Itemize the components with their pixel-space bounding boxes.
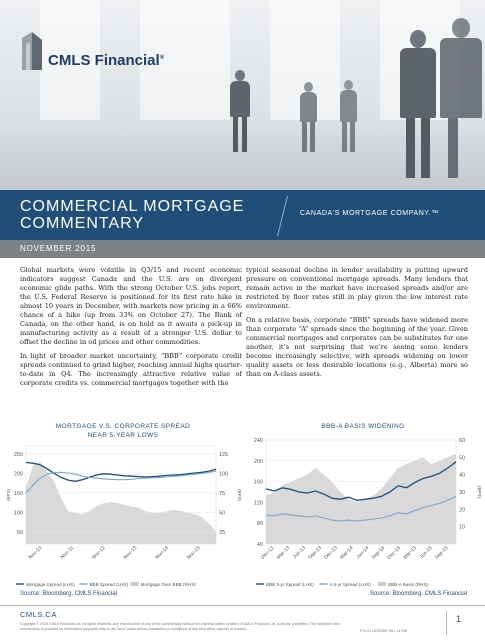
title-line-2: COMMENTARY bbox=[20, 215, 145, 232]
y-tick-left: 150 bbox=[13, 491, 23, 498]
legal-notice: Copyright © 2015 CMLS Financial Ltd. All rights reserved. Any reproduction of any of the commentary without the express written consent of CMLS Financial Ltd. is strictly prohibited. The material in this commentary is provided for information purposes only on an "as is" basis without warranties or conditions of any kind either express or implied. bbox=[20, 622, 340, 631]
x-tick-label: Dec-14 bbox=[386, 545, 402, 561]
chart-svg bbox=[4, 422, 242, 590]
legend-label: BBB-A Basis (RHS) bbox=[388, 582, 429, 587]
x-tick-label: Mar-15 bbox=[402, 545, 418, 561]
y-axis-label-right: (BPS) bbox=[477, 485, 482, 499]
x-tick-label: Sep-15 bbox=[433, 545, 450, 561]
chart-source: Source: Bloomberg, CMLS Financial bbox=[20, 591, 118, 597]
y-tick-right: 75 bbox=[219, 491, 226, 498]
paragraph: On a relative basis, corporate “BBB” spreads have widened more than corporate “A” spreads since the beginning of the year. Given commercial mortgages and corporates can be substitutes for one another, it’s not surprising that we’re seeing some lenders become increasingly selective, with spreads widening on lower quality assets or less desirable locations (e.g., Alberta) more so than on A-class assets. bbox=[246, 316, 468, 378]
x-tick-label: Sep-14 bbox=[370, 545, 387, 561]
legend-label: Mortgage Spread (LHS) bbox=[26, 582, 75, 587]
y-tick-right: 10 bbox=[459, 524, 466, 531]
body-column-right bbox=[246, 266, 468, 384]
y-tick-right: 60 bbox=[459, 438, 466, 444]
x-tick-label: Mar-14 bbox=[339, 545, 355, 561]
page-number: 1 bbox=[456, 614, 462, 624]
logo-mark-icon bbox=[18, 30, 46, 70]
y-tick-left: 40 bbox=[256, 542, 263, 548]
paragraph: Global markets were volatile in Q3/15 and recent economic indicators suggest Canada and the U.S. are on divergent economic glide paths. With the strong October U.S. jobs report, the U.S. Federal Reserve is positioned for its first rate hike in almost 10 years in December, with markets now pricing in a 66% chance of a hike (up from 33% on October 27). The Bank of Canada, on the other hand, is on hold as it awaits a pick-up in manufacturing activity as a result of a stronger U.S. dollar to offset the decline in oil prices and other commodities. bbox=[20, 266, 242, 346]
x-tick-label: Sep-13 bbox=[307, 545, 323, 561]
body-column-left bbox=[20, 266, 242, 393]
y-tick-right: 40 bbox=[459, 472, 466, 479]
x-tick-label: Nov-12 bbox=[90, 545, 107, 561]
title-line-1: COMMERCIAL MORTGAGE bbox=[20, 198, 245, 215]
y-tick-right: 25 bbox=[219, 530, 226, 537]
y-tick-left: 240 bbox=[253, 438, 263, 444]
brand-name: CMLS Financial bbox=[48, 52, 160, 69]
issue-date: NOVEMBER 2015 bbox=[20, 244, 97, 253]
y-tick-left: 80 bbox=[256, 521, 263, 528]
x-tick-label: Dec-13 bbox=[323, 545, 339, 561]
x-tick-label: Jun-14 bbox=[355, 545, 371, 561]
tagline: CANADA'S MORTGAGE COMPANY.™ bbox=[300, 210, 439, 217]
page-title bbox=[20, 198, 270, 232]
y-tick-left: 200 bbox=[253, 458, 263, 465]
y-axis-label-left: (BPS) bbox=[6, 488, 11, 502]
x-tick-label: Nov-15 bbox=[185, 545, 202, 561]
legend-label: Mortgage Over BBB (RHS) bbox=[140, 582, 196, 587]
date-band bbox=[0, 240, 485, 258]
legend-swatch bbox=[131, 582, 139, 586]
y-tick-left: 100 bbox=[13, 510, 23, 517]
footer-divider bbox=[0, 605, 485, 606]
y-tick-right: 125 bbox=[219, 451, 229, 458]
license-number: FSCO LICENSE NO. 11706 bbox=[360, 629, 407, 633]
website-link[interactable]: CMLS.CA bbox=[20, 610, 57, 619]
legend-label: A 5-yr Spread (LHS) bbox=[329, 582, 371, 587]
chart-bbb-a-basis bbox=[244, 422, 482, 602]
hero-image bbox=[0, 0, 485, 190]
x-tick-label: Jun-15 bbox=[418, 545, 434, 561]
y-tick-right: 20 bbox=[459, 507, 466, 514]
y-axis-label-right: (BPS) bbox=[237, 488, 242, 502]
brand-registered: ® bbox=[159, 55, 165, 61]
y-tick-right: 100 bbox=[219, 471, 229, 478]
footer-vertical-divider bbox=[446, 611, 447, 635]
y-tick-left: 120 bbox=[253, 500, 263, 507]
chart-svg bbox=[244, 422, 482, 590]
legend-swatch bbox=[378, 582, 386, 586]
legend-label: BBB 5-yr Spread (LHS) bbox=[266, 582, 314, 587]
chart-mortgage-vs-corporate bbox=[4, 422, 242, 602]
y-tick-right: 30 bbox=[459, 490, 466, 496]
cmls-logo[interactable] bbox=[18, 30, 188, 90]
chart-source: Source: Bloomberg, CMLS Financial bbox=[370, 591, 468, 597]
x-tick-label: Nov-13 bbox=[122, 545, 139, 561]
series-area bbox=[266, 454, 456, 544]
chart-title-line-1: MORTGAGE V.S. CORPORATE SPREAD bbox=[55, 423, 191, 430]
x-tick-label: Mar-13 bbox=[275, 545, 292, 561]
y-tick-left: 200 bbox=[13, 471, 23, 478]
x-tick-label: Dec-12 bbox=[259, 545, 276, 561]
y-tick-left: 50 bbox=[16, 530, 23, 537]
x-tick-label: Nov-14 bbox=[154, 545, 170, 561]
y-tick-right: 50 bbox=[459, 455, 466, 462]
series-line bbox=[26, 463, 216, 482]
y-tick-right: 50 bbox=[219, 510, 226, 517]
x-tick-label: Nov-10 bbox=[27, 545, 44, 561]
legend-label: BBB Spread (LHS) bbox=[89, 582, 129, 587]
paragraph: In light of broader market uncertainty, “BBB” corporate credit spreads continued to grind higher, reaching annual highs quarter-to-date in Q4. The increasingly attractive relative value of corporate credits vs. commercial mortgages together with the bbox=[20, 352, 242, 387]
chart-title-line-2: NEAR 5-YEAR LOWS bbox=[87, 432, 159, 439]
chart-title-line-1: BBB-A BASIS WIDENING bbox=[321, 423, 405, 430]
x-tick-label: Jun-13 bbox=[291, 545, 307, 561]
y-tick-left: 160 bbox=[253, 479, 263, 486]
y-tick-left: 250 bbox=[13, 451, 23, 458]
paragraph: typical seasonal decline in lender availability is putting upward pressure on conventional mortgage spreads. Many lenders that remain active in the market have increased spreads and/or are restricted by floor rates still in play given the low interest rate environment. bbox=[246, 266, 468, 310]
x-tick-label: Nov-11 bbox=[59, 545, 75, 561]
